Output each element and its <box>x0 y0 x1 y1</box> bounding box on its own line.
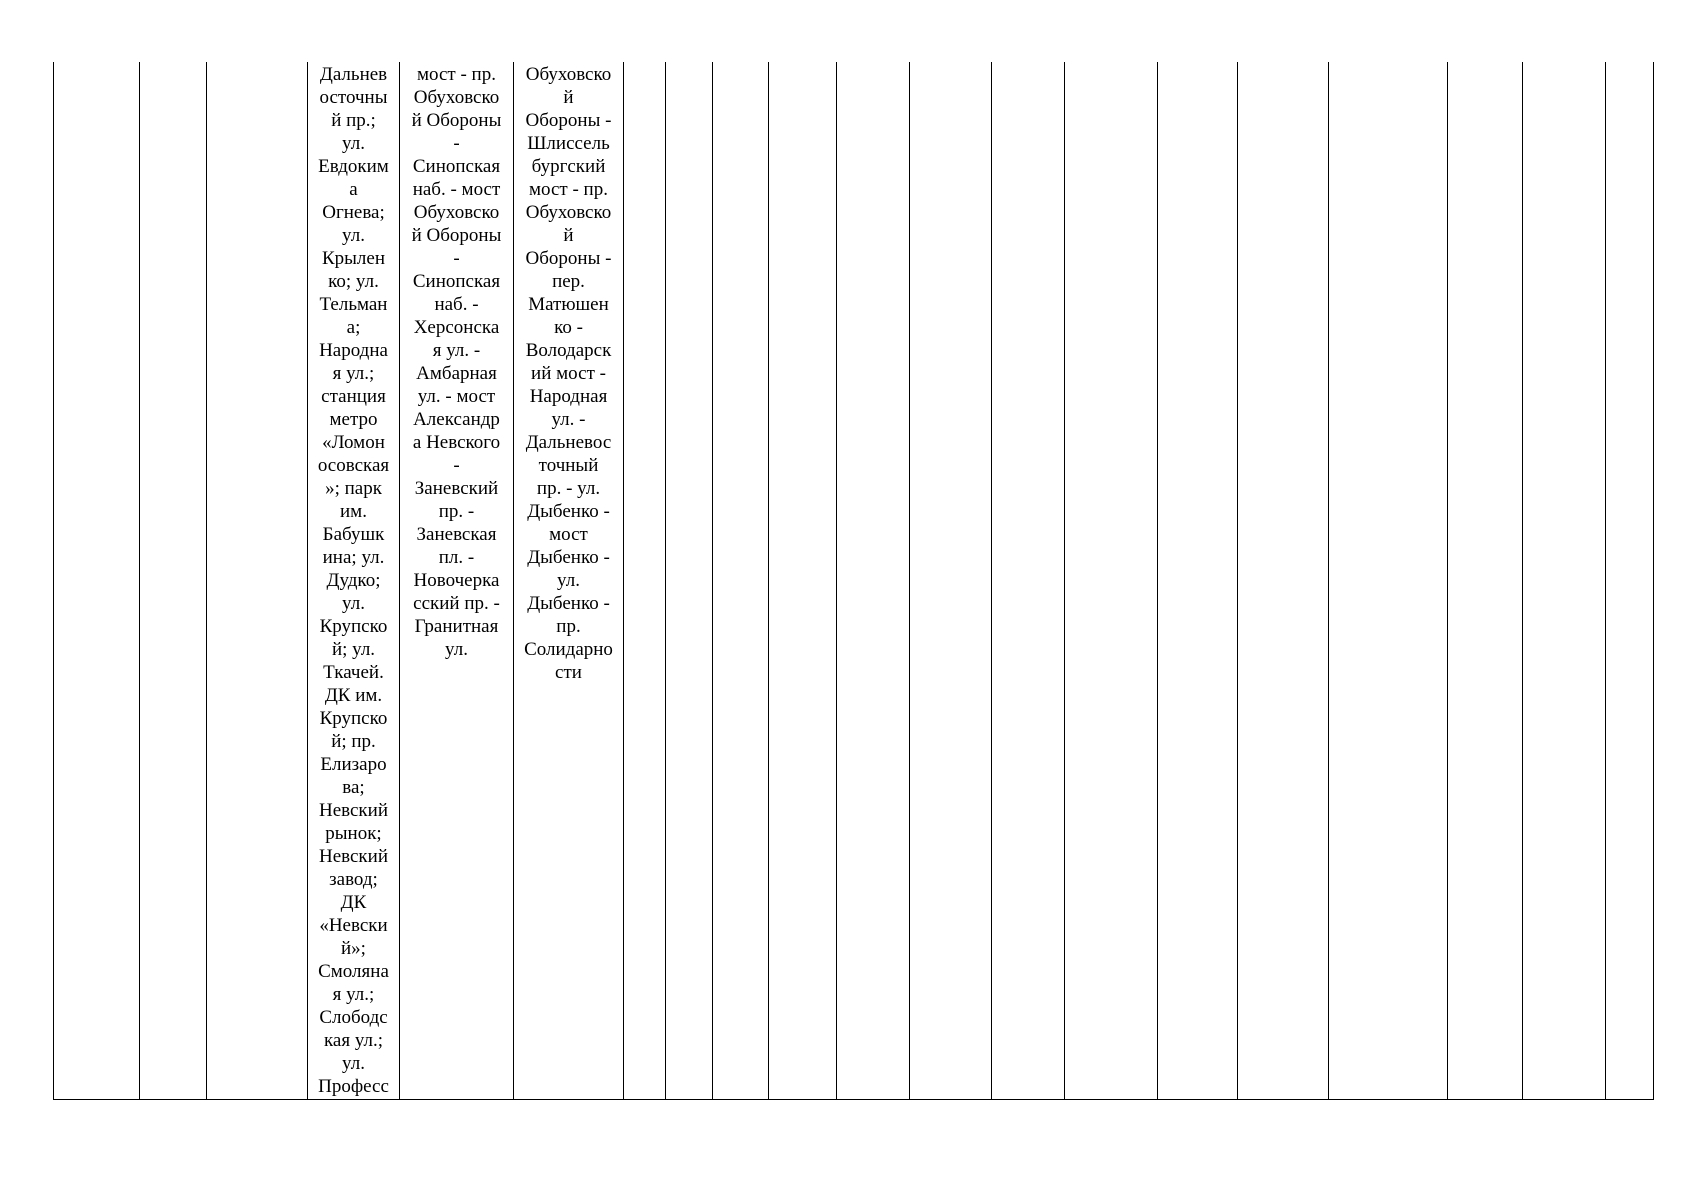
table-cell-17 <box>1329 62 1448 1100</box>
table-cell-13 <box>992 62 1065 1100</box>
stops-text: Дальнев осточны й пр.; ул. Евдоким а Огнева; ул. Крылен ко; ул. Тельман а; Народна я ул.; станция метро «Ломон осовская »; парк им. Бабушк ина; ул. Дудко; ул. Крупско й; ул. Ткачей. ДК им. Крупско й; пр. Елизаро ва; Невский рынок; Невский завод; ДК «Невски й»; Смоляна я ул.; Слободс кая ул.; ул. Професс <box>317 64 390 1097</box>
table-cell-18 <box>1448 62 1523 1100</box>
table-cell-9 <box>713 62 769 1100</box>
table-cell-7 <box>624 62 666 1100</box>
table-cell-2 <box>140 62 207 1100</box>
table-cell-16 <box>1238 62 1329 1100</box>
route-forward-text: мост - пр. Обуховско й Обороны - Синопская наб. - мост Обуховско й Обороны - Синопская наб. - Херсонска я ул. - Амбарная ул. - мост Александр а Невского - Заневский пр. - Заневская пл. - Новочерка сский пр. - Гранитная ул. <box>411 64 502 660</box>
table-row <box>54 62 1654 1100</box>
table-cell-10 <box>769 62 837 1100</box>
table-cell-20 <box>1606 62 1654 1100</box>
table-cell-route-forward <box>400 62 514 1100</box>
route-backward-text: Обуховско й Обороны - Шлиссель бургский мост - пр. Обуховско й Обороны - пер. Матюшен ко - Володарск ий мост - Народная ул. - Дальневос точный пр. - ул. Дыбенко - мост Дыбенко - ул. Дыбенко - пр. Солидарно сти <box>524 64 613 683</box>
document-table-container <box>53 62 1653 1100</box>
table-cell-11 <box>837 62 910 1100</box>
table-cell-stops <box>308 62 400 1100</box>
table-cell-3 <box>207 62 308 1100</box>
table-cell-12 <box>910 62 992 1100</box>
table-cell-19 <box>1523 62 1606 1100</box>
table-cell-8 <box>666 62 713 1100</box>
table-cell-1 <box>54 62 140 1100</box>
table-cell-14 <box>1065 62 1158 1100</box>
table-cell-15 <box>1158 62 1238 1100</box>
route-table <box>53 62 1654 1100</box>
table-cell-route-backward <box>514 62 624 1100</box>
